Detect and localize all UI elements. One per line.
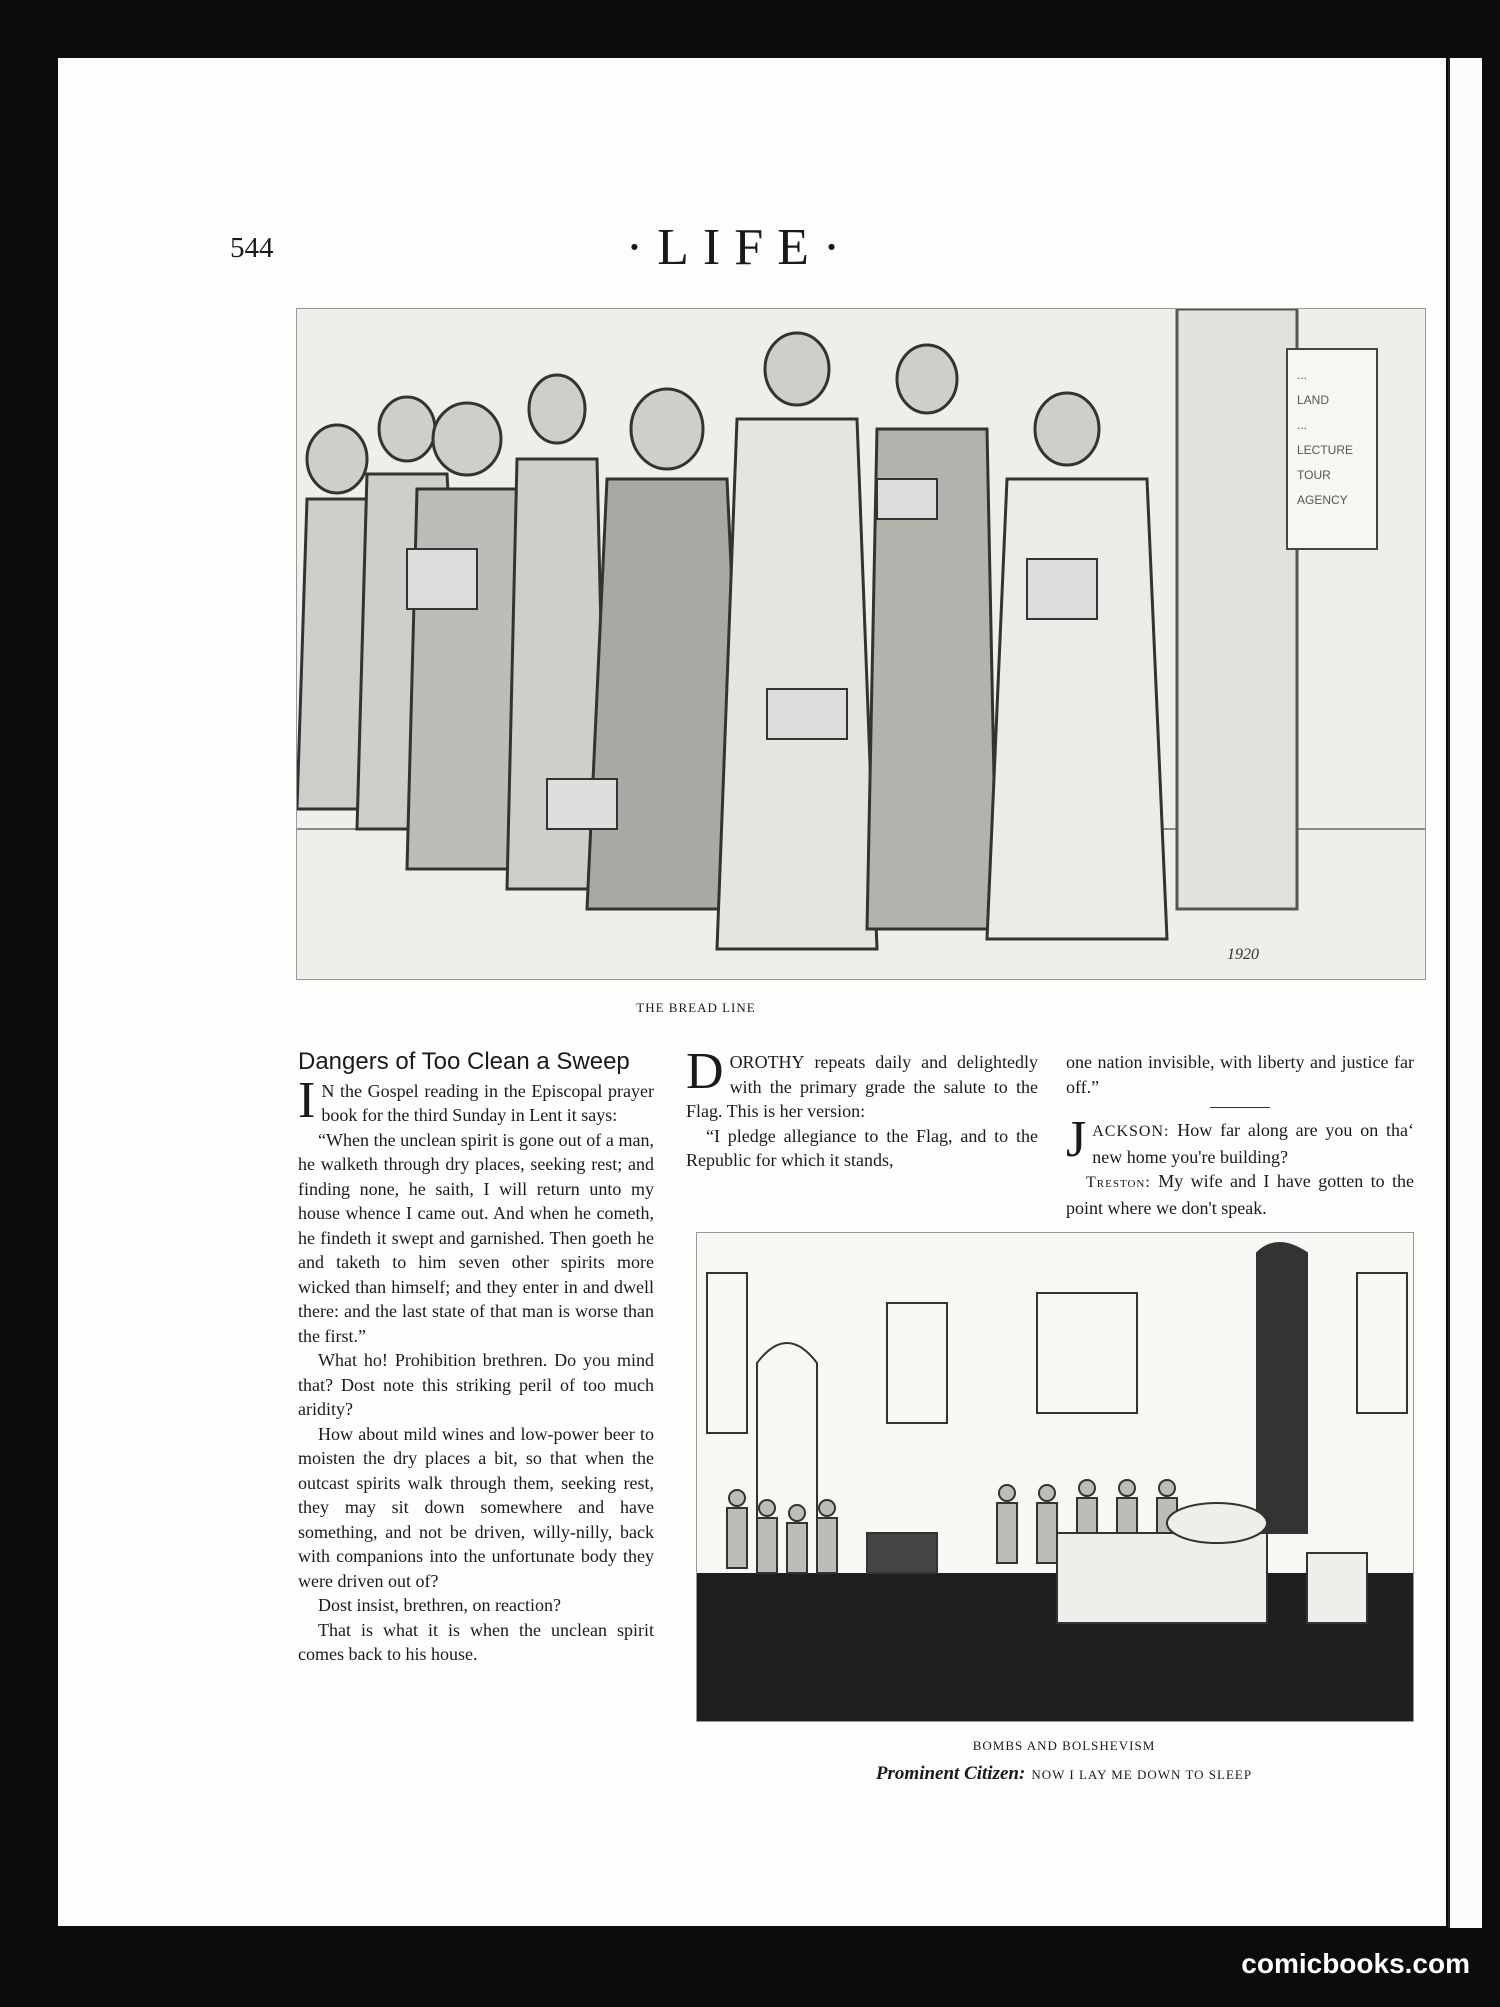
artist-signature: 1920 bbox=[1227, 946, 1259, 963]
jackson-dialogue bbox=[1066, 1111, 1414, 1169]
speaker-name: ACKSON: bbox=[1092, 1123, 1170, 1140]
treston-dialogue bbox=[1066, 1169, 1414, 1220]
dialogue-line: My wife and I have gotten to the point where we don't speak. bbox=[1066, 1171, 1414, 1218]
section-divider bbox=[1210, 1107, 1270, 1108]
article-column-2 bbox=[686, 1043, 1038, 1173]
adjacent-page-edge bbox=[1448, 58, 1482, 1936]
sign-line: AGENCY bbox=[1297, 493, 1348, 507]
sign-line: ... bbox=[1297, 368, 1308, 382]
cartoon-dialogue bbox=[794, 1763, 1334, 1785]
article-paragraph: Dost insist, brethren, on reaction? bbox=[318, 1595, 561, 1615]
dorothy-paragraph bbox=[686, 1043, 1038, 1124]
masthead: ·LIFE· bbox=[625, 219, 855, 276]
dialogue-line: NOW I LAY ME DOWN TO SLEEP bbox=[1031, 1767, 1253, 1782]
article-column-3 bbox=[1066, 1050, 1414, 1220]
dialogue-line: How far along are you on tha‘ new home you're building? bbox=[1092, 1120, 1414, 1167]
sign-line: ... bbox=[1297, 418, 1308, 432]
bombs-bolshevism-caption: BOMBS AND BOLSHEVISM bbox=[972, 1738, 1156, 1753]
article-headline: Dangers of Too Clean a Sweep bbox=[298, 1048, 630, 1075]
page-number: 544 bbox=[230, 232, 274, 264]
site-watermark: comicbooks.com bbox=[1241, 1948, 1470, 1979]
bread-line-illustration bbox=[297, 309, 1425, 979]
speaker-label: Prominent Citizen: bbox=[875, 1763, 1026, 1784]
lead-caps: OROTHY bbox=[729, 1052, 805, 1072]
dorothy-paragraph-continued: one nation invisible, with liberty and justice far off.” bbox=[1066, 1052, 1414, 1097]
bread-line-cartoon bbox=[296, 308, 1426, 980]
sign-line: LAND bbox=[1297, 393, 1330, 407]
bombs-bolshevism-cartoon bbox=[696, 1232, 1414, 1722]
drop-cap: D bbox=[686, 1043, 724, 1100]
sign-line: LECTURE bbox=[1297, 443, 1354, 457]
sign-line: TOUR bbox=[1297, 468, 1331, 482]
article-column-1 bbox=[298, 1050, 654, 1667]
speaker-name: Treston: bbox=[1086, 1174, 1151, 1191]
article-paragraph: How about mild wines and low-power beer to moisten the dry places a bit, so that when the outcast spirits walk through them, seeking rest, they may sit down somewhere and have something, and not be driven, willy-nilly, back with companions into the unfortunate body they were driven out of? bbox=[298, 1423, 654, 1591]
article-paragraph bbox=[298, 1071, 654, 1129]
article-paragraph: That is what it is when the unclean spirit comes back to his house. bbox=[298, 1619, 654, 1664]
drop-cap: I bbox=[298, 1071, 316, 1129]
bedroom-illustration bbox=[697, 1233, 1413, 1721]
article-paragraph: What ho! Prohibition brethren. Do you mind that? Dost note this striking peril of too much aridity? bbox=[298, 1350, 654, 1419]
paragraph-text: repeats daily and delightedly with the primary grade the salute to the Flag. This is her version: bbox=[686, 1052, 1038, 1121]
paragraph-text: N the Gospel reading in the Episcopal prayer book for the third Sunday in Lent it says: bbox=[321, 1080, 654, 1125]
drop-cap: J bbox=[1066, 1111, 1087, 1168]
bread-line-caption: THE BREAD LINE bbox=[636, 1000, 756, 1015]
dorothy-paragraph: “I pledge allegiance to the Flag, and to the Republic for which it stands, bbox=[686, 1125, 1038, 1170]
article-paragraph: “When the unclean spirit is gone out of a man, he walketh through dry places, seeking rest; and finding none, he saith, I will return unto my house whence I came out. And when he cometh, he findeth it swept and garnished. Then goeth he and taketh to him seven other spirits more wicked than himself; and they enter in and dwell there: and the last state of that man is worse than the first.” bbox=[298, 1129, 654, 1346]
